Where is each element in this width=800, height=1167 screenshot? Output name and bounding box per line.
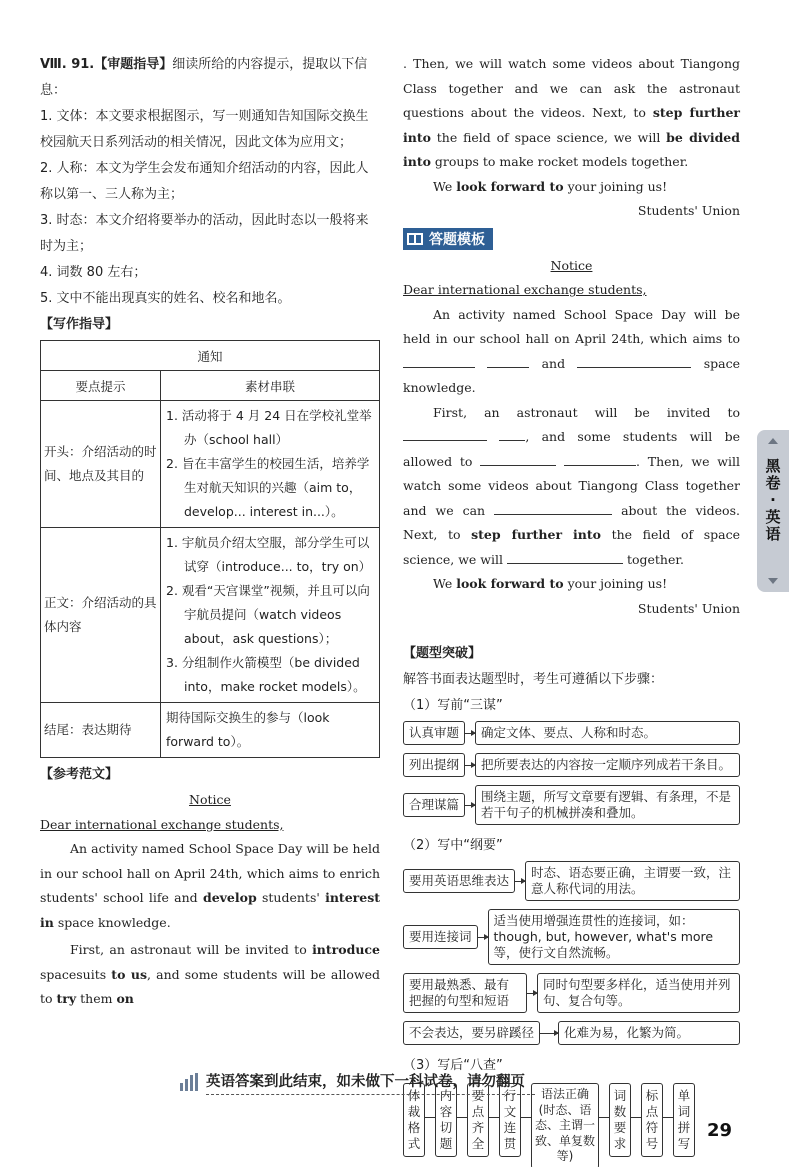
key-phrase: on [116,991,134,1006]
text: your joining us! [563,576,668,591]
answer-blank[interactable] [487,354,529,368]
guide-item: 5. 文中不能出现真实的姓名、校名和地名。 [40,291,291,306]
key-phrase: look forward to [456,576,564,591]
template-paragraph-2 [403,401,740,573]
check-item: 单词拼写 [673,1083,695,1157]
key-phrase: look forward to [456,178,564,194]
item-number: 2. [166,583,178,598]
text: , and some students will be allowed to [40,966,380,1006]
arrow-right-icon [527,993,537,994]
flow-key: 要用最熟悉、最有把握的句型和短语 [403,973,527,1013]
answer-blank[interactable] [499,427,525,441]
key-phrase: develop [202,890,257,905]
template-signature: Students' Union [637,600,740,616]
sample-paragraph-1 [40,837,380,935]
template-title: Notice [550,257,593,273]
table-materials [161,703,380,758]
check-item: 体裁格式 [403,1083,425,1157]
flow-value: 确定文体、要点、人称和时态。 [475,721,740,745]
text: your joining us! [563,178,668,194]
sample-paragraph-2 [40,938,380,1012]
triangle-up-icon [768,438,778,444]
table-point: 开头：介绍活动的时间、地点及其目的 [41,401,161,528]
flow-row [403,785,740,825]
item-number: 1. [166,535,178,550]
material-item [166,452,374,524]
table-header-points: 要点提示 [41,371,161,401]
check-item: 词数要求 [609,1083,631,1157]
text: , and some students will be allowed to [403,429,740,469]
side-tab-label: 黑 卷 · 英 语 [765,457,781,543]
text: them [76,991,117,1006]
writing-guide-table [40,340,380,758]
step-2-flow [403,861,740,1045]
item-text: 活动将于 4 月 24 日在学校礼堂举办（school hall） [181,408,372,447]
arrow-right-icon [465,733,475,734]
flow-key: 不会表达，要另辟蹊径 [403,1021,540,1045]
guide-item: 1. 文体：本文要求根据图示，写一则通知告知国际交换生校园航天日系列活动的相关情况，因此文体为应用文； [40,109,369,150]
flow-value: 同时句型要多样化，适当使用并列句、复合句等。 [537,973,740,1013]
connector-line [521,1117,531,1118]
item-text: 观看“天宫课堂”视频，并且可以向宇航员提问（watch videos about，ask questions）； [181,583,370,646]
template-badge-label: 答题模板 [429,231,485,248]
text: the field of space science, we will [430,129,667,145]
flow-row [403,973,740,1013]
template-paragraph-3 [403,572,740,597]
check-item: 内容切题 [435,1083,457,1157]
guide-section [40,52,380,312]
text: We [433,178,457,194]
key-phrase: interest in [40,890,381,930]
connector-line [663,1117,673,1118]
step-1-flow [403,721,740,825]
flow-key: 要用连接词 [403,925,478,949]
guide-item: 4. 词数 80 左右； [40,265,147,280]
sample-greeting: Dear international exchange students, [40,816,284,832]
breakthrough-label: 【题型突破】 [403,646,482,661]
key-phrase: be divided into [403,129,740,169]
flow-key: 合理谋篇 [403,793,465,817]
table-row [41,401,380,528]
text: space knowledge. [53,914,171,930]
text: We [433,576,457,591]
check-item: 要点齐全 [467,1083,489,1157]
guide-title: 【审题指导】 [94,57,173,72]
flow-key: 列出提纲 [403,753,465,777]
text: together. [626,551,684,567]
flow-value: 适当使用增强连贯性的连接词，如：though, but, however, what's more等，使行文自然流畅。 [488,909,740,965]
template-badge [403,228,493,250]
item-text: 旨在丰富学生的校园生活，培养学生对航天知识的兴趣（aim to，develop... interest in...）。 [181,456,370,519]
connector-line [457,1117,467,1118]
connector-line [599,1117,609,1118]
table-row [41,703,380,758]
flow-value: 时态、语态要正确，主谓要一致，注意人称代词的用法。 [525,861,740,901]
question-number: Ⅷ. 91. [40,57,95,72]
flow-value: 化难为易，化繁为简。 [558,1021,740,1045]
flow-row [403,753,740,777]
book-icon [407,233,423,245]
step-2-title: （2）写中“纲要” [403,838,503,853]
subject-side-tab [757,430,789,592]
arrow-right-icon [540,1033,558,1034]
guide-intro: 细读所给的内容提示，提取以下信息： [40,57,368,98]
item-text: 期待国际交换生的参与（look forward to）。 [166,710,330,749]
answer-blank[interactable] [403,354,475,368]
footer-notice [180,1068,600,1096]
text: space knowledge. [403,355,740,395]
sample-paragraph-3 [403,175,740,200]
key-phrase: introduce [312,942,380,957]
bars-icon [180,1073,200,1091]
flow-row [403,861,740,901]
text: An activity named School Space Day will be held in our school hall on April 24th, which aims to [403,306,740,346]
answer-blank[interactable] [480,452,556,466]
answer-blank[interactable] [577,354,691,368]
flow-key: 要用英语思维表达 [403,869,515,893]
flow-value: 把所要表达的内容按一定顺序列成若干条目。 [475,753,740,777]
table-header-materials: 素材串联 [161,371,380,401]
text: First, an astronaut will be invited to [70,942,313,957]
template-greeting: Dear international exchange students, [403,282,647,297]
check-item: 行文连贯 [499,1083,521,1157]
item-text: 宇航员介绍太空服，部分学生可以试穿（introduce... to，try on） [181,535,372,574]
item-number: 2. [166,456,178,471]
item-text: 分组制作火箭模型（be divided into，make rocket models）。 [181,655,366,694]
sample-title: Notice [189,792,231,807]
flow-row [403,1021,740,1045]
arrow-right-icon [465,805,475,806]
text: First, an astronaut will be invited to [433,404,740,420]
answer-blank[interactable] [507,550,623,564]
flow-row [403,721,740,745]
text: students' [256,890,326,905]
arrow-right-icon [515,881,525,882]
connector-line [425,1117,435,1118]
step-1-title: （1）写前“三谋” [403,698,503,713]
text: An activity named School Space Day will be held in our school hall on April 24th, which aims to enrich students' school life and [40,841,380,905]
connector-line [489,1117,499,1118]
key-phrase: step further into [403,105,740,145]
arrow-right-icon [478,937,488,938]
sample-signature: Students' Union [637,203,740,218]
answer-blank[interactable] [564,452,636,466]
table-materials [161,401,380,528]
text: and [541,355,566,371]
material-item [166,404,374,452]
check-item: 语法正确(时态、语态、主谓一致、单复数等) [531,1083,599,1167]
key-phrase: to us [111,966,148,982]
answer-blank[interactable] [403,427,487,441]
template-badge-wrap [403,228,740,250]
step-3-title: （3）写后“八查” [403,1058,503,1073]
arrow-right-icon [465,765,475,766]
key-phrase: step further into [471,527,601,542]
material-item [166,531,374,579]
guide-item: 2. 人称：本文为学生会发布通知介绍活动的内容，因此人称以第一、三人称为主； [40,161,369,202]
page-number: 29 [707,1120,733,1141]
sample-paragraph-2-continued [403,52,740,175]
item-number: 1. [166,408,178,423]
table-title: 通知 [41,341,380,371]
sample-label: 【参考范文】 [40,767,119,782]
text: groups to make rocket models together. [430,154,689,169]
footer-text: 英语答案到此结束，如未做下一科试卷，请勿翻页 [206,1070,525,1095]
text: about the videos. Next, to [403,502,740,542]
table-point: 结尾：表达期待 [41,703,161,758]
connector-line [631,1117,641,1118]
right-column [403,52,740,1167]
text: . Then, we will watch some videos about Tiangong Class together and we can [403,453,740,518]
text: . Then, we will watch some videos about Tiangong Class together and we can ask the astronaut questions about the videos. Next, to [403,56,740,120]
guide-item: 3. 时态：本文介绍将要举办的活动，因此时态以一般将来时为主； [40,213,369,254]
key-phrase: try [56,991,77,1006]
material-item [166,579,374,651]
triangle-down-icon [768,578,778,584]
breakthrough-intro: 解答书面表达题型时，考生可遵循以下步骤： [403,672,664,687]
check-item: 标点符号 [641,1083,663,1157]
writing-guide-label: 【写作指导】 [40,317,119,332]
template-paragraph-1 [403,303,740,401]
flow-key: 认真审题 [403,721,465,745]
answer-blank[interactable] [494,501,612,515]
table-row [41,528,380,703]
material-item [166,651,374,699]
flow-value: 围绕主题，所写文章要有逻辑、有条理，不是若干句子的机械拼凑和叠加。 [475,785,740,825]
flow-row [403,909,740,965]
table-materials [161,528,380,703]
text: spacesuits [40,966,112,982]
text: the field of space science, we will [403,527,740,567]
left-column [40,52,380,1012]
item-number: 3. [166,655,178,670]
table-point: 正文：介绍活动的具体内容 [41,528,161,703]
